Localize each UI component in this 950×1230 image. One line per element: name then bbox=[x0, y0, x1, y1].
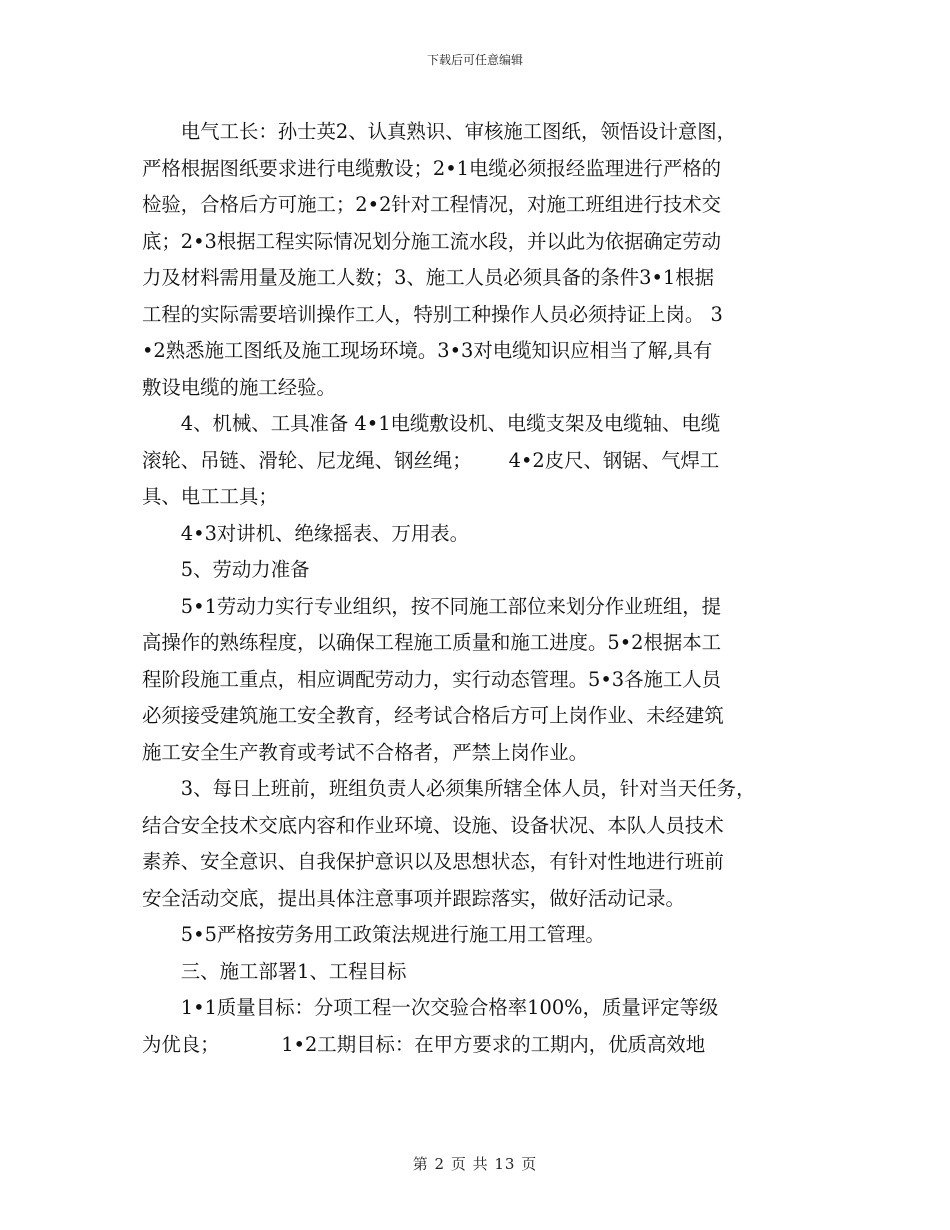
paragraph-line: 5•5严格按劳务用工政策法规进行施工用工管理。 bbox=[180, 923, 605, 946]
paragraph-line: 1•1质量目标：分项工程一次交验合格率100%，质量评定等级 bbox=[180, 996, 719, 1019]
paragraph-line: 4•3对讲机、绝缘摇表、万用表。 bbox=[180, 521, 469, 545]
paragraph-line: 5•1劳动力实行专业组织，按不同施工部位来划分作业班组，提 bbox=[180, 594, 722, 618]
paragraph-line: 必须接受建筑施工安全教育，经考试合格后方可上岗作业、未经建筑 bbox=[142, 704, 724, 727]
paragraph-line: •2熟悉施工图纸及施工现场环境。3•3对电缆知识应相当了解,具有 bbox=[142, 339, 713, 362]
paragraph-line: 电气工长：孙士英2、认真熟识、审核施工图纸，领悟设计意图， bbox=[180, 120, 737, 143]
page-header: 下载后可任意编辑 bbox=[426, 53, 523, 67]
paragraph-line: 具、电工工具； bbox=[142, 485, 278, 508]
paragraph-line: 检验，合格后方可施工；2•2针对工程情况，对施工班组进行技术交 bbox=[142, 193, 722, 216]
paragraph-line: 安全活动交底，提出具体注意事项并跟踪落实，做好活动记录。 bbox=[142, 886, 685, 910]
paragraph-line: 高操作的熟练程度，以确保工程施工质量和施工进度。5•2根据本工 bbox=[142, 631, 722, 654]
paragraph-line: 敷设电缆的施工经验。 bbox=[142, 375, 336, 399]
paragraph-line: 为优良； 1•2工期目标：在甲方要求的工期内，优质高效地 bbox=[142, 1032, 706, 1056]
paragraph-line: 力及材料需用量及施工人数；3、施工人员必须具备的条件3•1根据 bbox=[142, 266, 714, 289]
page-number: 第 2 页 共 13 页 bbox=[412, 1155, 538, 1173]
paragraph-line: 三、施工部署1、工程目标 bbox=[180, 959, 407, 983]
paragraph-line: 3、每日上班前，班组负责人必须集所辖全体人员，针对当天任务， bbox=[180, 777, 756, 800]
paragraph-line: 结合安全技术交底内容和作业环境、设施、设备状况、本队人员技术 bbox=[142, 813, 724, 837]
paragraph-line: 4、机械、工具准备 4•1电缆敷设机、电缆支架及电缆轴、电缆 bbox=[180, 412, 721, 435]
paragraph-line: 5、劳动力准备 bbox=[180, 558, 310, 581]
paragraph-line: 底；2•3根据工程实际情况划分施工流水段，并以此为依据确定劳动 bbox=[142, 229, 722, 253]
paragraph-line: 素养、安全意识、自我保护意识以及思想状态，有针对性地进行班前 bbox=[142, 850, 724, 873]
document-body bbox=[142, 114, 812, 1063]
paragraph-line: 程阶段施工重点，相应调配劳动力，实行动态管理。5•3各施工人员 bbox=[142, 667, 722, 691]
paragraph-line: 工程的实际需要培训操作工人，特别工种操作人员必须持证上岗。 3 bbox=[142, 302, 723, 326]
paragraph-line: 施工安全生产教育或考试不合格者，严禁上岗作业。 bbox=[142, 740, 588, 764]
paragraph-line: 严格根据图纸要求进行电缆敷设；2•1电缆必须报经监理进行严格的 bbox=[142, 156, 722, 180]
paragraph-line: 滚轮、吊链、滑轮、尼龙绳、钢丝绳； 4•2皮尺、钢锯、气焊工 bbox=[142, 448, 720, 472]
